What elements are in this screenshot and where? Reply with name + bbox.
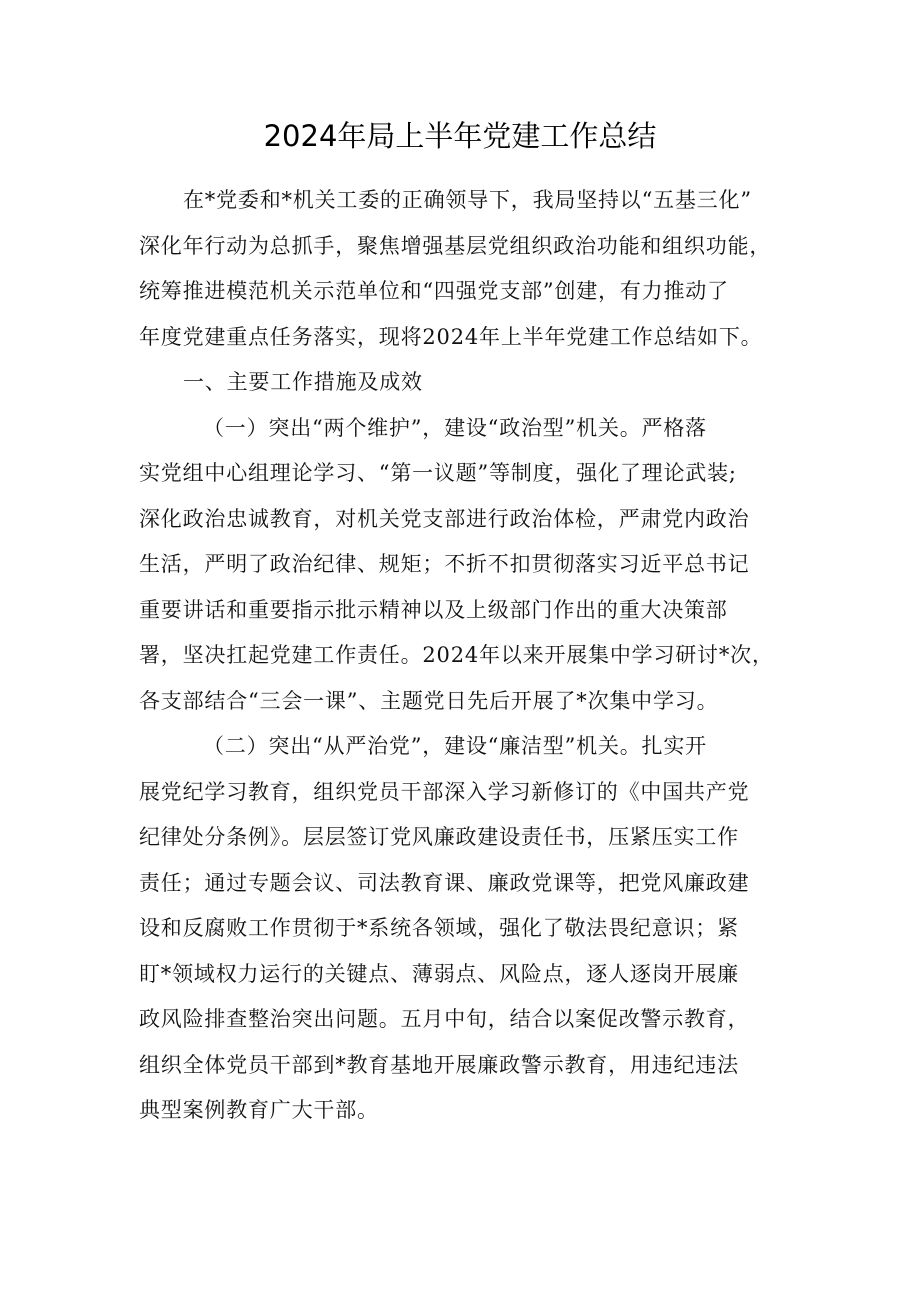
text-line: 统筹推进模范机关示范单位和“四强党支部”创建，有力推动了 — [139, 279, 729, 303]
text-line: 盯*领域权力运行的关键点、薄弱点、风险点，逐人逐岗开展廉 — [139, 961, 739, 986]
text-line: 组织全体党员干部到*教育基地开展廉政警示教育，用违纪违法 — [139, 1052, 739, 1077]
text-line: 政风险排查整治突出问题。五月中旬，结合以案促改警示教育， — [139, 1007, 750, 1031]
text-line: 实党组中心组理论学习、“第一议题”等制度，强化了理论武装; — [139, 461, 737, 485]
subsection-1-paragraph — [139, 406, 789, 725]
text-line: 纪律处分条例》。层层签订党风廉政建设责任书，压紧压实工作 — [139, 825, 739, 849]
text-line: 重要讲话和重要指示批示精神以及上级部门作出的重大决策部 — [139, 597, 728, 622]
text-line: 年度党建重点任务落实，现将2024年上半年党建工作总结如下。 — [139, 324, 763, 349]
text-line: 设和反腐败工作贯彻于*系统各领域，强化了敬法畏纪意识；紧 — [139, 916, 739, 940]
text-line: （一）突出“两个维护”，建设“政治型”机关。严格落 — [203, 415, 707, 440]
text-line: 署，坚决扛起党建工作责任。2024年以来开展集中学习研讨*次， — [139, 643, 774, 667]
intro-paragraph — [139, 178, 789, 360]
text-line: 责任；通过专题会议、司法教育课、廉政党课等，把党风廉政建 — [139, 870, 750, 895]
text-line: 展党纪学习教育，组织党员干部深入学习新修订的《中国共产党 — [139, 779, 750, 804]
text-line: 生活，严明了政治纪律、规矩；不折不扣贯彻落实习近平总书记 — [139, 552, 750, 576]
document-body — [139, 178, 789, 1134]
text-line: 典型案例教育广大干部。 — [139, 1098, 379, 1122]
document-title: 2024年局上半年党建工作总结 — [263, 119, 657, 153]
text-line: 深化年行动为总抓手，聚焦增强基层党组织政治功能和组织功能， — [139, 233, 772, 258]
text-line: 深化政治忠诚教育，对机关党支部进行政治体检，严肃党内政治 — [139, 506, 750, 531]
text-line: 各支部结合“三会一课”、主题党日先后开展了*次集中学习。 — [139, 688, 719, 713]
text-line: （二）突出“从严治党”，建设“廉洁型”机关。扎实开 — [203, 734, 707, 758]
text-line: 在*党委和*机关工委的正确领导下，我局坚持以“五基三化” — [183, 188, 752, 212]
section-heading: 一、主要工作措施及成效 — [183, 370, 423, 394]
subsection-2-paragraph — [139, 724, 789, 1134]
